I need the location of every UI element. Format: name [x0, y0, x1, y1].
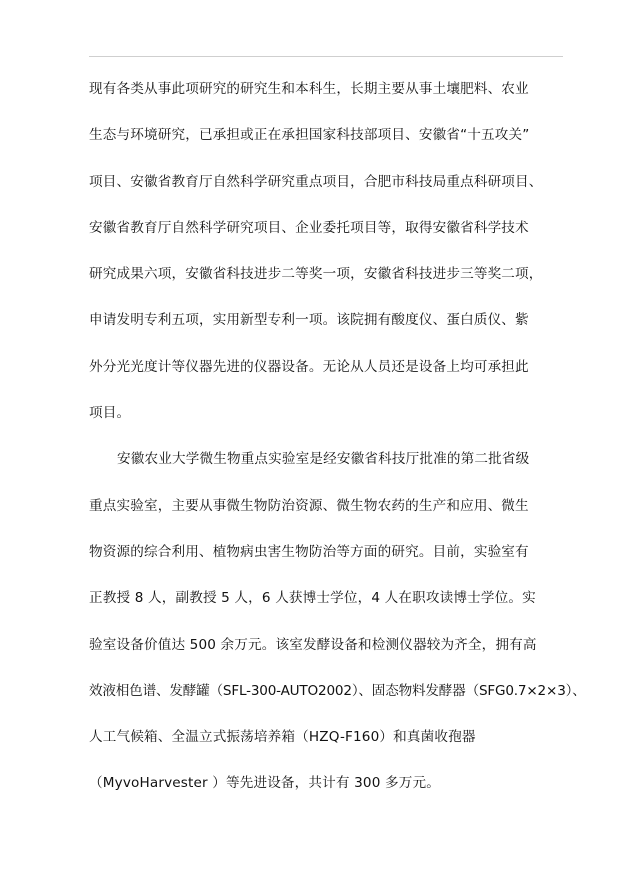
- text-line: 物资源的综合利用、植物病虫害生物防治等方面的研究。目前，实验室有: [89, 543, 529, 560]
- text-line: 安徽农业大学微生物重点实验室是经安徽省科技厅批准的第二批省级: [117, 451, 530, 468]
- text-line: 验室设备价值达 500 余万元。该室发酵设备和检测仪器较为齐全，拥有高: [89, 636, 537, 653]
- text-line: 外分光光度计等仪器先进的仪器设备。无论从人员还是设备上均可承担此: [89, 358, 529, 375]
- text-line: 研究成果六项，安徽省科技进步二等奖一项，安徽省科技进步三等奖二项，: [89, 266, 543, 283]
- text-line: 现有各类从事此项研究的研究生和本科生，长期主要从事土壤肥料、农业: [89, 81, 529, 97]
- text-line: 重点实验室，主要从事微生物防治资源、微生物农药的生产和应用、微生: [89, 497, 529, 514]
- text-line: 人工气候箱、全温立式振荡培养箱（HZQ-F160）和真菌收孢器: [89, 729, 476, 746]
- paragraph-microbiology-lab: [89, 442, 586, 812]
- text-line: 正教授 8 人，副教授 5 人，6 人获博士学位，4 人在职攻读博士学位。实: [89, 590, 536, 607]
- header-rule: [89, 56, 563, 57]
- text-line: 安徽省教育厅自然科学研究项目、企业委托项目等，取得安徽省科学技术: [89, 219, 529, 236]
- text-line: （MyvoHarvester ）等先进设备，共计有 300 多万元。: [89, 775, 440, 792]
- text-line: 项目、安徽省教育厅自然科学研究重点项目，合肥市科技局重点科研项目、: [89, 173, 543, 190]
- document-body: [89, 72, 586, 813]
- text-line: 项目。: [89, 405, 131, 422]
- text-line: 申请发明专利五项，实用新型专利一项。该院拥有酸度仪、蛋白质仪、紫: [89, 312, 529, 329]
- text-line: 效液相色谱、发酵罐（SFL-300-AUTO2002）、固态物料发酵器（SFG0.7×2×3）、: [89, 682, 586, 699]
- text-line: 生态与环境研究，已承担或正在承担国家科技部项目、安徽省“十五攻关”: [89, 127, 530, 144]
- paragraph-research-team: [89, 72, 569, 442]
